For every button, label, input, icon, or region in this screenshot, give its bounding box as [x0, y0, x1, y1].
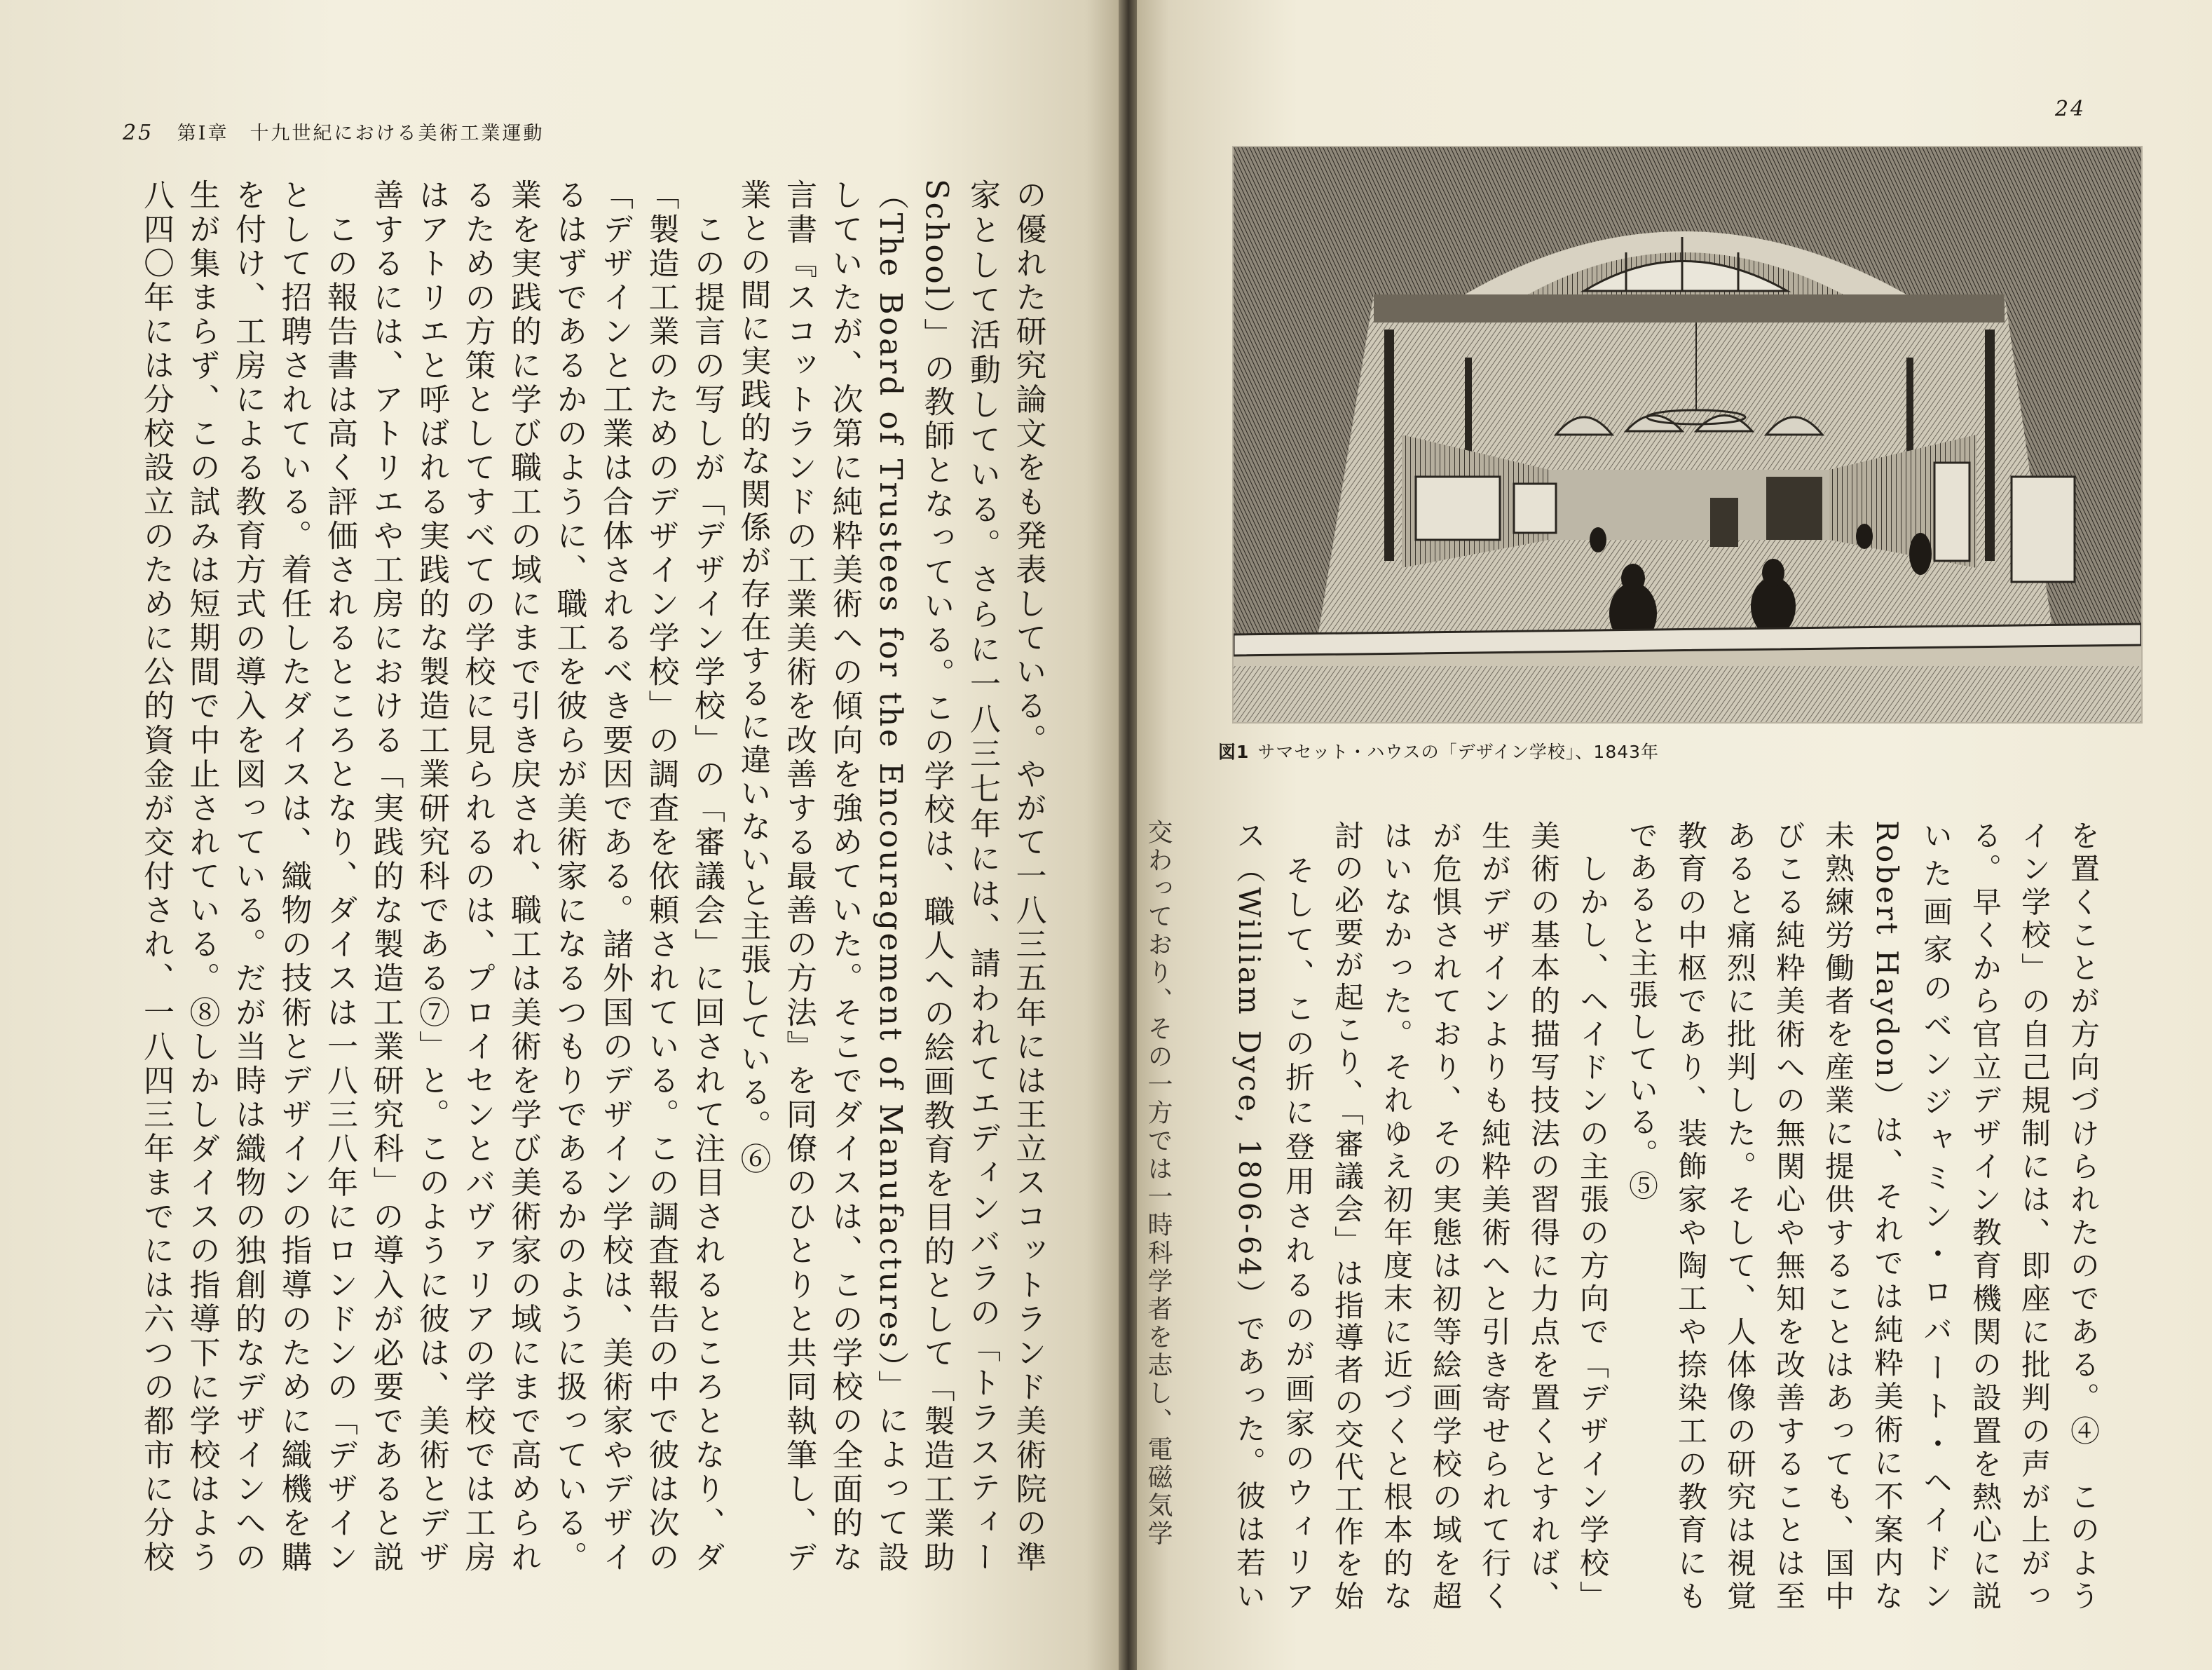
right-text-column: ス（William Dyce, 1806-64）であった。彼は若い: [1232, 820, 1267, 1613]
left-text-column: 生が集まらず、この試みは短期間で中止されている。⑧しかしダイスの指導下に学校はよう: [184, 179, 220, 1574]
left-text-column: を付け、工房による教育方式の導入を図っている。だが当時は織物の独創的なデザインへの: [230, 179, 266, 1574]
left-text-column: 家として活動している。さらに一八三七年には、請われてエディンバラの「トラスティー: [964, 179, 1000, 1574]
right-text-column: しかし、ヘイドンの主張の方向で「デザイン学校」: [1576, 853, 1610, 1613]
right-text-column: 教育の中枢であり、装飾家や陶工や捺染工の教育にも: [1674, 820, 1708, 1613]
right-text-column: そして、この折に登用されるのが画家のウィリア: [1281, 855, 1316, 1613]
right-text-column: 討の必要が起こり、「審議会」は指導者の交代工作を始: [1330, 820, 1365, 1613]
left-text-column: 八四〇年には分校設立のために公的資金が交付され、一八四三年までには六つの都市に分校: [138, 179, 174, 1574]
left-text-column: していたが、次第に純粋美術への傾向を強めていた。そこでダイスは、この学校の全面的な: [826, 179, 863, 1574]
right-text-column: 美術の基本的描写技法の習得に力点を置くとすれば、: [1527, 820, 1561, 1613]
right-text-column: る。早くから官立デザイン教育機関の設置を熱心に説: [1968, 820, 2002, 1613]
left-text-column: この提言の写しが「デザイン学校」の「審議会」に回されて注目されるところとなり、ダ: [689, 212, 725, 1574]
right-text-column: あると痛烈に批判した。そして、人体像の研究は視覚: [1723, 820, 1757, 1613]
figure-caption: [1218, 738, 1659, 763]
left-text-column: 善するには、アトリエや工房における「実践的な製造工業研究科」の導入が必要であると説: [367, 179, 404, 1574]
right-text-column: を置くことが方向づけられたのである。④ このよう: [2066, 820, 2101, 1613]
left-text-column: 「製造工業のためのデザイン学校」の調査を依頼されている。この調査報告の中で彼は次の: [643, 179, 679, 1574]
left-text-column: School）」の教師となっている。この学校は、職人への絵画教育を目的として「製造工業助: [918, 179, 955, 1574]
right-last-line: 交わっており、その一方では一時科学者を志し、電磁気学: [1144, 819, 1173, 1548]
left-text-column: この報告書は高く評価されるところとなり、ダイスは一八三八年にロンドンの「デザイン: [322, 212, 357, 1574]
right-text-column: であると主張している。⑤: [1625, 820, 1659, 1202]
figure-number: 図1: [1218, 742, 1250, 762]
figure-caption-text: サマセット・ハウスの「デザイン学校」、1843年: [1257, 742, 1660, 762]
right-text-column: いた画家のベンジャミン・ロバート・ヘイドン: [1919, 820, 1953, 1613]
left-text-column: 言書『スコットランドの工業美術を改善する最善の方法』を同僚のひとりと共同執筆し、デ: [781, 179, 817, 1574]
figure-engraving: [1234, 147, 2141, 722]
left-page-header: [123, 118, 544, 145]
running-head: 第Ⅰ章 十九世紀における美術工業運動: [177, 123, 545, 144]
left-text-column: るはずであるかのように、職工を彼らが美術家になるつもりであるかのように扱っている。: [551, 179, 587, 1574]
right-text-column: 生がデザインよりも純粋美術へと引き寄せられて行く: [1477, 820, 1512, 1613]
left-text-column: 「デザインと工業は合体されるべき要因である。諸外国のデザイン学校は、美術家やデザイ: [597, 179, 633, 1574]
left-text-column: 業との間に実践的な関係が存在するに違いないと主張している。⑥: [735, 179, 771, 1176]
left-text-column: 業を実践的に学び職工の域にまで引き戻され、職工は美術を学び美術家の域にまで高められ: [505, 179, 541, 1574]
left-text-column: （The Board of Trustees for the Encouragement of Manufactures）」によって設: [873, 179, 908, 1574]
school-of-design-engraving: [1234, 147, 2141, 722]
right-text-column: Robert Haydon）は、それでは純粋美術に不案内な: [1870, 820, 1904, 1613]
left-text-column: はアトリエと呼ばれる実践的な製造工業研究科である⑦」と。このように彼は、美術とデザ: [414, 179, 449, 1574]
left-text-column: るための方策としてすべての学校に見られるのは、プロイセンとバヴァリアの学校では工房: [459, 179, 496, 1574]
right-text-column: びこる純粋美術への無関心や無知を改善することは至: [1772, 820, 1806, 1613]
right-text-column: 未熟練労働者を産業に提供することはあっても、国中: [1821, 820, 1855, 1613]
right-text-column: はいなかった。それゆえ初年度末に近づくと根本的な: [1379, 820, 1414, 1613]
left-page-number: 25: [123, 121, 154, 145]
right-text-column: イン学校」の自己規制には、即座に批判の声が上がっ: [2017, 820, 2051, 1613]
right-page-number: 24: [2055, 97, 2087, 121]
right-text-column: が危惧されており、その実態は初等絵画学校の域を超: [1428, 820, 1463, 1613]
right-page-header: [2055, 97, 2086, 121]
left-text-column: の優れた研究論文をも発表している。やがて一八三五年には王立スコットランド美術院の準: [1010, 179, 1046, 1574]
left-text-column: として招聘されている。着任したダイスは、織物の技術とデザインの指導のために織機を購: [275, 179, 312, 1574]
